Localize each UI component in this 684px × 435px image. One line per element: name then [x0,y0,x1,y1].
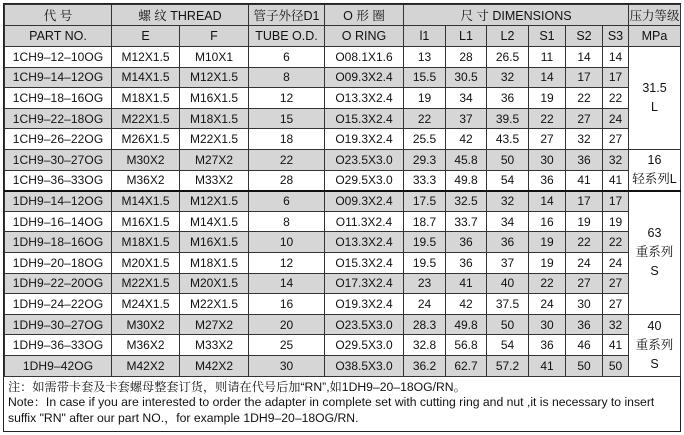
spec-table [4,4,681,377]
part-number: 1DH9–20–18OG [5,252,112,273]
dim-S1: 14 [529,67,566,88]
tube-od: 30 [249,355,325,376]
thread-e: M24X1.5 [112,294,180,315]
dim-S3: 41 [603,170,629,191]
pressure-series-code: S [650,356,659,371]
thread-e: M30X2 [112,149,180,170]
part-number: 1CH9–14–12OG [5,67,112,88]
dim-S2: 19 [566,211,603,232]
pressure-group [629,191,681,315]
dim-L2: 36 [487,88,529,109]
dim-L2: 40 [487,273,529,294]
dim-L2: 34 [487,211,529,232]
dim-l1-small: 28.3 [404,314,446,335]
header-L2: L2 [487,26,529,47]
header-mpa: MPa [629,26,681,47]
thread-f: M12X1.5 [180,191,249,212]
dim-L1: 56.8 [446,335,487,356]
thread-f: M18X1.5 [180,252,249,273]
dim-l1-small: 29.3 [404,149,446,170]
dim-S3: 41 [603,335,629,356]
dim-S1: 27 [529,129,566,150]
pressure-group [629,149,681,190]
dim-L1: 62.7 [446,355,487,376]
tube-od: 12 [249,88,325,109]
dim-S3: 32 [603,314,629,335]
part-number: 1DH9–30–27OG [5,314,112,335]
dim-l1-small: 32.8 [404,335,446,356]
part-number: 1CH9–30–27OG [5,149,112,170]
dim-S2: 46 [566,335,603,356]
part-number: 1CH9–12–10OG [5,47,112,68]
thread-e: M42X2 [112,355,180,376]
header-tube-od: TUBE O.D. [249,26,325,47]
dim-S1: 24 [529,294,566,315]
thread-f: M20X1.5 [180,273,249,294]
dim-L2: 37 [487,252,529,273]
dim-S1: 22 [529,273,566,294]
dim-L1: 41 [446,273,487,294]
thread-e: M14X1.5 [112,67,180,88]
pressure-series: 轻系列L [632,171,677,186]
thread-e: M36X2 [112,335,180,356]
table-row [5,355,681,376]
dim-L1: 36 [446,232,487,253]
part-number: 1CH9–22–18OG [5,108,112,129]
dim-L1: 42 [446,129,487,150]
table-row [5,232,681,253]
dim-L1: 32.5 [446,191,487,212]
table-row [5,273,681,294]
dim-L2: 26.5 [487,47,529,68]
dim-S2: 17 [566,67,603,88]
dim-S2: 30 [566,294,603,315]
dim-S2: 24 [566,252,603,273]
dim-L2: 57.2 [487,355,529,376]
dim-L1: 49.8 [446,314,487,335]
tube-od: 25 [249,335,325,356]
part-number: 1CH9–36–33OG [5,170,112,191]
dim-L1: 33.7 [446,211,487,232]
table-row [5,67,681,88]
dim-L2: 39.5 [487,108,529,129]
part-number: 1CH9–26–22OG [5,129,112,150]
thread-e: M30X2 [112,314,180,335]
thread-f: M14X1.5 [180,211,249,232]
table-row [5,191,681,212]
pressure-series: 重系列 [635,337,674,352]
dim-S1: 14 [529,191,566,212]
dim-L2: 32 [487,191,529,212]
header-l1-small: l1 [404,26,446,47]
dim-l1-small: 22 [404,108,446,129]
header-S2: S2 [566,26,603,47]
dim-S1: 19 [529,88,566,109]
thread-f: M16X1.5 [180,88,249,109]
tube-od: 28 [249,170,325,191]
thread-e: M36X2 [112,170,180,191]
header-L1: L1 [446,26,487,47]
dim-S1: 41 [529,355,566,376]
dim-l1-small: 18.7 [404,211,446,232]
dim-l1-small: 36.2 [404,355,446,376]
pressure-value: 31.5 [642,80,667,95]
thread-f: M22X1.5 [180,129,249,150]
part-number: 1DH9–16–14OG [5,211,112,232]
dim-L1: 28 [446,47,487,68]
table-row [5,129,681,150]
part-number: 1DH9–14–12OG [5,191,112,212]
o-ring: O38.5X3.0 [325,355,404,376]
thread-e: M14X1.5 [112,191,180,212]
table-row [5,149,681,170]
o-ring: O29.5X3.0 [325,170,404,191]
tube-od: 10 [249,232,325,253]
dim-L2: 36 [487,232,529,253]
tube-od: 8 [249,211,325,232]
dim-L1: 34 [446,88,487,109]
table-row [5,170,681,191]
pressure-value: 16 [647,152,662,167]
table-row [5,252,681,273]
o-ring: O08.1X1.6 [325,47,404,68]
thread-f: M33X2 [180,170,249,191]
dim-l1-small: 33.3 [404,170,446,191]
header-pressure: 压力等级 [629,5,681,26]
header-e: E [112,26,180,47]
dim-L2: 54 [487,170,529,191]
o-ring: O19.3X2.4 [325,294,404,315]
dim-S1: 19 [529,252,566,273]
dim-l1-small: 19 [404,88,446,109]
table-row [5,108,681,129]
tube-od: 22 [249,149,325,170]
thread-f: M16X1.5 [180,232,249,253]
dim-l1-small: 17.5 [404,191,446,212]
header-dimensions: 尺 寸 DIMENSIONS [404,5,629,26]
part-number: 1DH9–24–22OG [5,294,112,315]
dim-S1: 36 [529,170,566,191]
header-S1: S1 [529,26,566,47]
header-f: F [180,26,249,47]
dim-L1: 36 [446,252,487,273]
dim-S2: 32 [566,129,603,150]
dim-l1-small: 19.5 [404,252,446,273]
dim-S3: 24 [603,108,629,129]
dim-S3: 32 [603,149,629,170]
tube-od: 12 [249,252,325,273]
o-ring: O17.3X2.4 [325,273,404,294]
o-ring: O09.3X2.4 [325,191,404,212]
dim-l1-small: 19.5 [404,232,446,253]
tube-od: 6 [249,47,325,68]
pressure-series: 重系列 [635,245,674,260]
dim-S3: 27 [603,129,629,150]
part-number: 1DH9–22–20OG [5,273,112,294]
dim-L2: 43.5 [487,129,529,150]
table-row [5,47,681,68]
dim-L2: 54 [487,335,529,356]
thread-f: M18X1.5 [180,108,249,129]
tube-od: 15 [249,108,325,129]
dim-S2: 14 [566,47,603,68]
part-number: 1CH9–18–16OG [5,88,112,109]
thread-f: M33X2 [180,335,249,356]
thread-f: M22X1.5 [180,294,249,315]
thread-f: M27X2 [180,314,249,335]
dim-S2: 22 [566,232,603,253]
o-ring: O23.5X3.0 [325,314,404,335]
dim-S3: 22 [603,232,629,253]
note-english-line1: Note：In case if you are interested to order the adapter in complete set with cutting ring and nut ,it is necessary to insert [8,395,655,409]
dim-S1: 11 [529,47,566,68]
dim-L1: 30.5 [446,67,487,88]
part-number: 1DH9–18–16OG [5,232,112,253]
header-row-cn [5,5,681,26]
dim-S2: 36 [566,149,603,170]
part-number: 1DH9–36–33OG [5,335,112,356]
dim-S3: 24 [603,252,629,273]
table-row [5,314,681,335]
header-part-no: PART NO. [5,26,112,47]
header-oring: O 形 圈 [325,5,404,26]
thread-f: M27X2 [180,149,249,170]
o-ring: O11.3X2.4 [325,211,404,232]
thread-e: M16X1.5 [112,211,180,232]
tube-od: 18 [249,129,325,150]
tube-od: 20 [249,314,325,335]
fitting-spec-sheet [3,3,681,432]
table-row [5,88,681,109]
dim-S2: 41 [566,170,603,191]
dim-S2: 50 [566,355,603,376]
dim-S1: 19 [529,232,566,253]
dim-S2: 27 [566,108,603,129]
dim-S1: 16 [529,211,566,232]
dim-S3: 17 [603,67,629,88]
tube-od: 16 [249,294,325,315]
table-row [5,335,681,356]
dim-l1-small: 24 [404,294,446,315]
header-S3: S3 [603,26,629,47]
o-ring: O19.3X2.4 [325,129,404,150]
dim-S1: 30 [529,314,566,335]
header-thread: 螺 纹 THREAD [112,5,249,26]
dim-L1: 45.8 [446,149,487,170]
note-english-line2: suffix "RN" after our part NO.，for example 1DH9–20–18OG/RN. [8,410,359,425]
thread-e: M20X1.5 [112,252,180,273]
pressure-series-code: S [650,264,659,279]
dim-S3: 22 [603,88,629,109]
thread-f: M42X2 [180,355,249,376]
tube-od: 14 [249,273,325,294]
o-ring: O09.3X2.4 [325,67,404,88]
table-row [5,211,681,232]
thread-e: M26X1.5 [112,129,180,150]
pressure-series: L [651,99,658,114]
tube-od: 6 [249,191,325,212]
dim-S3: 27 [603,294,629,315]
pressure-group [629,314,681,376]
dim-l1-small: 15.5 [404,67,446,88]
dim-S3: 50 [603,355,629,376]
dim-S3: 14 [603,47,629,68]
dim-l1-small: 13 [404,47,446,68]
dim-L1: 37 [446,108,487,129]
dim-L2: 50 [487,314,529,335]
tube-od: 8 [249,67,325,88]
pressure-value: 40 [647,318,662,333]
dim-L1: 42 [446,294,487,315]
o-ring: O15.3X2.4 [325,108,404,129]
note-chinese: 注：如需带卡套及卡套螺母整套订货，则请在代号后加“RN”,如1DH9–20–18OG/RN。 [8,379,466,394]
o-ring: O29.5X3.0 [325,335,404,356]
dim-S2: 17 [566,191,603,212]
thread-f: M10X1 [180,47,249,68]
thread-e: M18X1.5 [112,232,180,253]
part-number: 1DH9–42OG [5,355,112,376]
o-ring: O13.3X2.4 [325,232,404,253]
header-row-en [5,26,681,47]
header-o-ring: O RING [325,26,404,47]
table-row [5,294,681,315]
order-notes [4,377,680,427]
dim-S1: 36 [529,335,566,356]
pressure-group [629,47,681,150]
header-code: 代 号 [5,5,112,26]
dim-S2: 36 [566,314,603,335]
thread-e: M12X1.5 [112,47,180,68]
dim-S3: 17 [603,191,629,212]
dim-S1: 30 [529,149,566,170]
thread-e: M18X1.5 [112,88,180,109]
o-ring: O23.5X3.0 [325,149,404,170]
thread-e: M22X1.5 [112,108,180,129]
o-ring: O13.3X2.4 [325,88,404,109]
dim-S3: 27 [603,273,629,294]
o-ring: O15.3X2.4 [325,252,404,273]
dim-L2: 37.5 [487,294,529,315]
dim-l1-small: 23 [404,273,446,294]
thread-e: M22X1.5 [112,273,180,294]
dim-S2: 22 [566,88,603,109]
dim-S2: 27 [566,273,603,294]
dim-S3: 19 [603,211,629,232]
dim-l1-small: 25.5 [404,129,446,150]
pressure-value: 63 [647,226,662,241]
thread-f: M12X1.5 [180,67,249,88]
dim-S1: 22 [529,108,566,129]
header-tube: 管子外径D1 [249,5,325,26]
dim-L2: 50 [487,149,529,170]
dim-L2: 32 [487,67,529,88]
dim-L1: 49.8 [446,170,487,191]
